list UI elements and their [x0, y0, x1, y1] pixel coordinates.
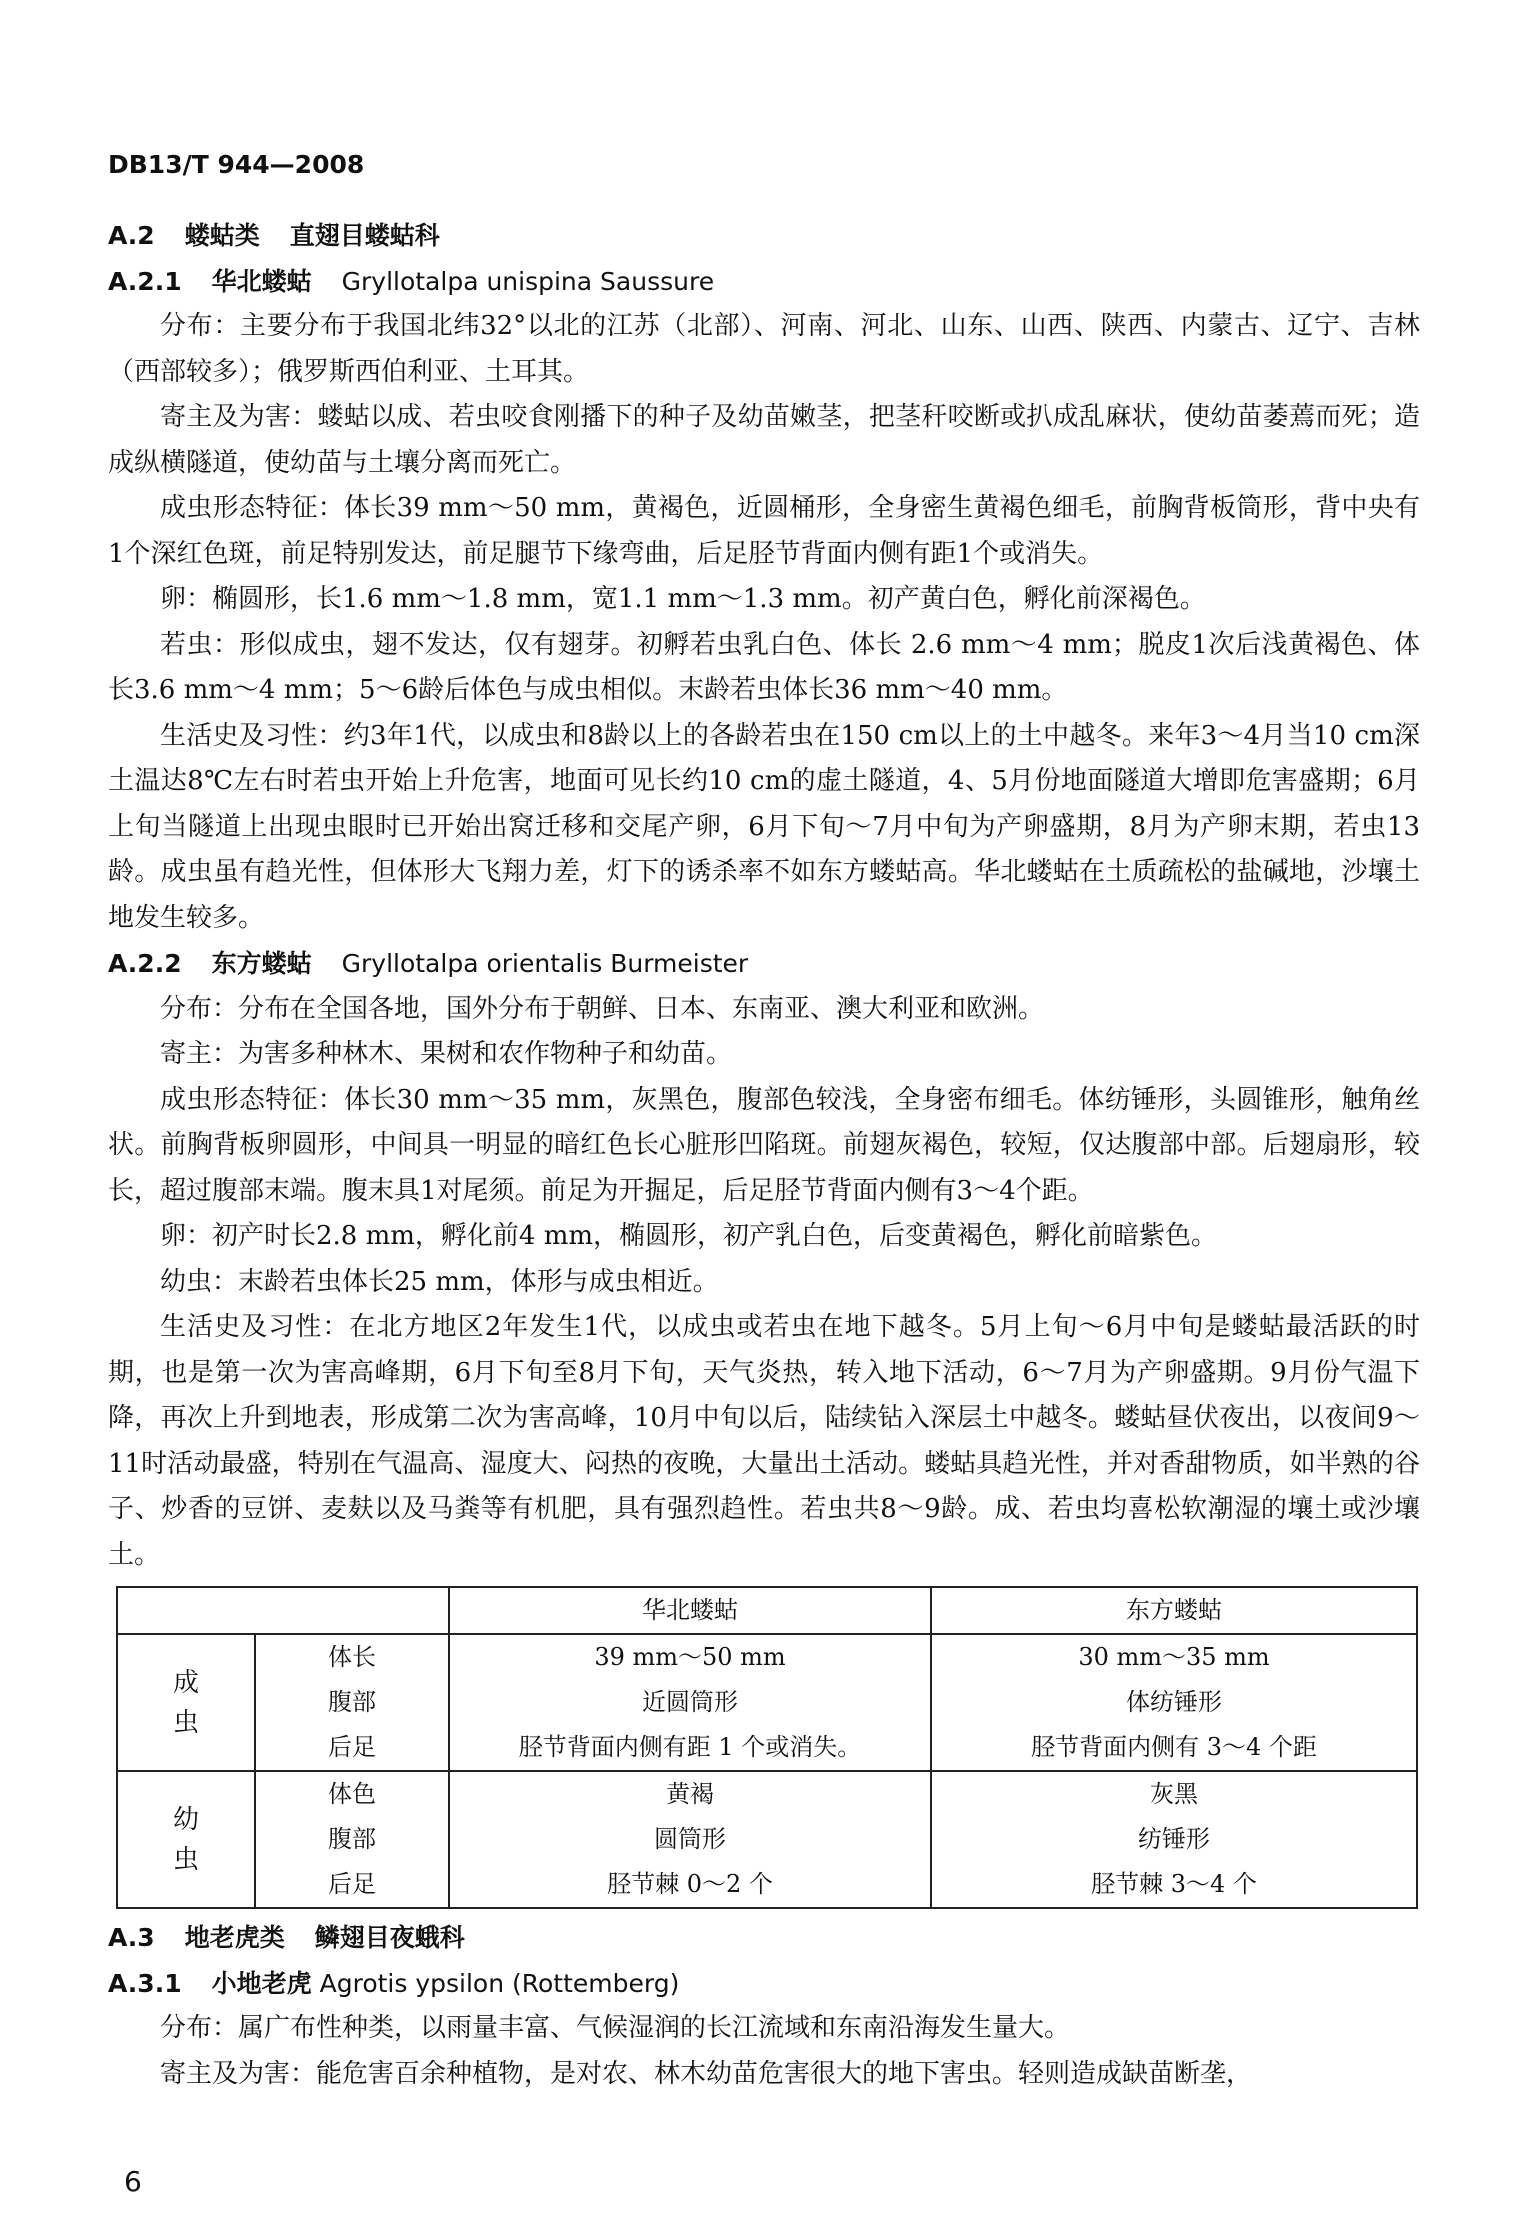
section-heading-a2	[108, 213, 1420, 259]
east-cell: 胫节背面内侧有 3～4 个距	[931, 1725, 1417, 1771]
north-cell: 圆筒形	[449, 1817, 931, 1862]
feature-cell: 腹部	[255, 1680, 449, 1725]
paragraph: 生活史及习性：约3年1代，以成虫和8龄以上的各龄若虫在150 cm以上的土中越冬。来年3～4月当10 cm深土温达8℃左右时若虫开始上升危害，地面可见长约10 cm的虚土隧道，4、5月份地面隧道大增即危害盛期；6月上旬当隧道上出现虫眼时已开始出窝迁移和交尾产卵，6月下旬～7月中旬为产卵盛期，8月为产卵末期，若虫13龄。成虫虽有趋光性，但体形大飞翔力差，灯下的诱杀率不如东方蝼蛄高。华北蝼蛄在土质疏松的盐碱地，沙壤土地发生较多。	[108, 720, 1420, 933]
group-label-adult: 成 虫	[117, 1634, 255, 1771]
paragraph: 卵：椭圆形，长1.6 mm～1.8 mm，宽1.1 mm～1.3 mm。初产黄白色，孵化前深褐色。	[160, 584, 1206, 614]
paragraph: 生活史及习性：在北方地区2年发生1代，以成虫或若虫在地下越冬。5月上旬～6月中旬是蝼蛄最活跃的时期，也是第一次为害高峰期，6月下旬至8月下旬，天气炎热，转入地下活动，6～7月为产卵盛期。9月份气温下降，再次上升到地表，形成第二次为害高峰，10月中旬以后，陆续钻入深层土中越冬。蝼蛄昼伏夜出，以夜间9～11时活动最盛，特别在气温高、湿度大、闷热的夜晚，大量出土活动。蝼蛄具趋光性，并对香甜物质，如半熟的谷子、炒香的豆饼、麦麸以及马粪等有机肥，具有强烈趋性。若虫共8～9龄。成、若虫均喜松软潮湿的壤土或沙壤土。	[108, 1312, 1420, 1570]
section-heading-a31	[108, 1961, 1420, 2007]
table-header-blank	[117, 1587, 449, 1634]
table-header-row	[117, 1587, 1417, 1634]
comparison-table-wrapper	[116, 1586, 1416, 1909]
species-name-latin: Gryllotalpa unispina Saussure	[341, 266, 715, 296]
paragraph: 寄主及为害：蝼蛄以成、若虫咬食刚播下的种子及幼苗嫩茎，把茎秆咬断或扒成乱麻状，使幼苗萎蔫而死；造成纵横隧道，使幼苗与土壤分离而死亡。	[108, 402, 1420, 478]
paragraph: 若虫：形似成虫，翅不发达，仅有翅芽。初孵若虫乳白色、体长 2.6 mm～4 mm；脱皮1次后浅黄褐色、体长3.6 mm～4 mm；5～6龄后体色与成虫相似。末龄若虫体长36 mm～40 mm。	[108, 629, 1420, 705]
body-text	[108, 213, 1420, 2097]
table-row	[117, 1817, 1417, 1862]
feature-cell: 后足	[255, 1862, 449, 1908]
section-heading-a3	[108, 1915, 1420, 1961]
section-title: 地老虎类	[184, 1923, 285, 1952]
paragraph: 寄主：为害多种林木、果树和农作物种子和幼苗。	[160, 1039, 733, 1069]
paragraph: 成虫形态特征：体长39 mm～50 mm，黄褐色，近圆桶形，全身密生黄褐色细毛，前胸背板筒形，背中央有1个深红色斑，前足特别发达，前足腿节下缘弯曲，后足胫节背面内侧有距1个或消失。	[108, 493, 1420, 569]
section-number: A.3.1	[108, 1968, 182, 1998]
page-number: 6	[124, 2165, 142, 2198]
section-number: A.3	[108, 1923, 155, 1952]
north-cell: 黄褐	[449, 1771, 931, 1817]
feature-cell: 体色	[255, 1771, 449, 1817]
paragraph: 寄主及为害：能危害百余种植物，是对农、林木幼苗危害很大的地下害虫。轻则造成缺苗断垄，	[160, 2058, 1253, 2089]
group-label-larva: 幼 虫	[117, 1771, 255, 1908]
north-cell: 胫节棘 0～2 个	[449, 1862, 931, 1908]
east-cell: 30 mm～35 mm	[931, 1634, 1417, 1680]
paragraph: 分布：属广布性种类，以雨量丰富、气候湿润的长江流域和东南沿海发生量大。	[160, 2013, 1071, 2043]
north-cell: 近圆筒形	[449, 1680, 931, 1725]
species-name-cn: 华北蝼蛄	[211, 266, 312, 296]
east-cell: 体纺锤形	[931, 1680, 1417, 1725]
species-name-cn: 小地老虎	[211, 1968, 312, 1998]
section-title: 蝼蛄类	[184, 221, 260, 250]
table-row	[117, 1680, 1417, 1725]
east-cell: 胫节棘 3～4 个	[931, 1862, 1417, 1908]
section-heading-a21	[108, 259, 1420, 305]
paragraph: 分布：分布在全国各地，国外分布于朝鲜、日本、东南亚、澳大利亚和欧洲。	[160, 993, 1045, 1024]
section-heading-a22	[108, 941, 1420, 987]
table-header-north: 华北蝼蛄	[449, 1587, 931, 1634]
paragraph: 成虫形态特征：体长30 mm～35 mm，灰黑色，腹部色较浅，全身密布细毛。体纺锤形，头圆锥形，触角丝状。前胸背板卵圆形，中间具一明显的暗红色长心脏形凹陷斑。前翅灰褐色，较短，仅达腹部中部。后翅扇形，较长，超过腹部末端。腹末具1对尾须。前足为开掘足，后足胫节背面内侧有3～4个距。	[108, 1084, 1420, 1206]
standard-number: DB13/T 944—2008	[108, 150, 365, 179]
table-row	[117, 1725, 1417, 1771]
east-cell: 灰黑	[931, 1771, 1417, 1817]
species-name-cn: 东方蝼蛄	[211, 949, 312, 978]
table-header-east: 东方蝼蛄	[931, 1587, 1417, 1634]
section-number: A.2	[108, 221, 155, 250]
feature-cell: 体长	[255, 1634, 449, 1680]
section-number: A.2.2	[108, 949, 182, 978]
section-family: 直翅目蝼蛄科	[289, 221, 440, 250]
species-name-latin: Agrotis ypsilon (Rottemberg)	[319, 1968, 680, 1998]
north-cell: 39 mm～50 mm	[449, 1634, 931, 1680]
section-family: 鳞翅目夜蛾科	[314, 1923, 465, 1952]
feature-cell: 腹部	[255, 1817, 449, 1862]
comparison-table	[116, 1586, 1418, 1909]
table-row	[117, 1862, 1417, 1908]
section-number: A.2.1	[108, 266, 182, 296]
paragraph: 分布：主要分布于我国北纬32°以北的江苏（北部）、河南、河北、山东、山西、陕西、内蒙古、辽宁、吉林（西部较多）；俄罗斯西伯利亚、土耳其。	[108, 311, 1420, 387]
table-row	[117, 1634, 1417, 1680]
north-cell: 胫节背面内侧有距 1 个或消失。	[449, 1725, 931, 1771]
feature-cell: 后足	[255, 1725, 449, 1771]
paragraph: 幼虫：末龄若虫体长25 mm，体形与成虫相近。	[160, 1266, 719, 1297]
species-name-latin: Gryllotalpa orientalis Burmeister	[341, 949, 749, 978]
east-cell: 纺锤形	[931, 1817, 1417, 1862]
paragraph: 卵：初产时长2.8 mm，孵化前4 mm，椭圆形，初产乳白色，后变黄褐色，孵化前暗紫色。	[160, 1221, 1218, 1251]
table-row	[117, 1771, 1417, 1817]
